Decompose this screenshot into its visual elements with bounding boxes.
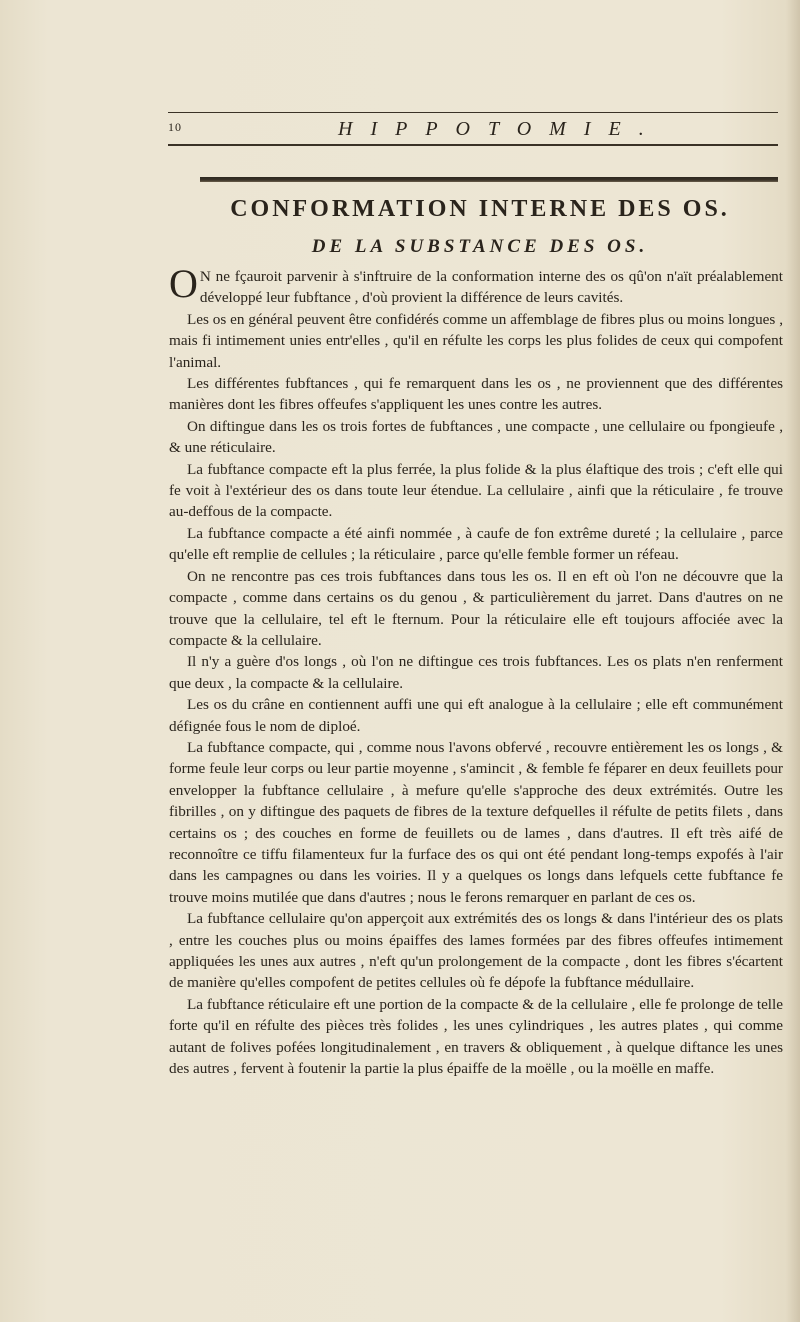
running-head: HIPPOTOMIE. xyxy=(338,118,662,140)
section-subtitle: DE LA SUBSTANCE DES OS. xyxy=(311,236,649,257)
page-header xyxy=(168,108,778,148)
paragraph: La fubftance cellulaire qu'on apperçoit aux extrémités des os longs & dans l'intérieur des os plats , entre les couches plus ou moins épaiffes des lames formées par des fibres offeufes intimement appliquées les unes aux autres , n'eft qu'un prolongement de la compacte , dont les fibres s'écartent de manière qu'elles compofent de petites cellules où fe dépofe la fubftance médullaire. xyxy=(169,910,783,992)
paragraph: Il n'y a guère d'os longs , où l'on ne diftingue ces trois fubftances. Les os plats n'en renferment que deux , la compacte & la cellulaire. xyxy=(169,653,783,692)
paragraph: La fubftance réticulaire eft une portion de la compacte & de la cellulaire , elle fe prolonge de telle forte qu'il en réfulte des pièces très folides , les unes cylindriques , les autres plates , qui comme autant de folives pofées longitudinalement , en travers & obliquement , à quelque diftance les unes des autres , fervent à foutenir la partie la plus épaiffe de la moëlle , ou la moëlle en maffe. xyxy=(169,995,783,1078)
header-rule-top xyxy=(168,112,778,113)
section-rule xyxy=(200,177,778,182)
paragraph: On diftingue dans les os trois fortes de fubftances , une compacte , une cellulaire ou fpongieufe , & une réticulaire. xyxy=(169,417,783,457)
paragraph xyxy=(169,261,783,309)
paragraph-text: N ne fçauroit parvenir à s'inftruire de la conformation interne des os qû'on n'aït préalablement développé leur fubftance , d'où provient la différence de leurs cavités. xyxy=(199,268,783,307)
chapter-title: CONFORMATION INTERNE DES OS. xyxy=(230,196,730,222)
paragraph: Les os du crâne en contiennent auffi une qui eft analogue à la cellulaire ; elle eft communément défignée fous le nom de diploé. xyxy=(169,696,783,735)
drop-cap: O xyxy=(169,261,198,306)
paragraph: La fubftance compacte, qui , comme nous l'avons obfervé , recouvre entièrement les os longs , & forme feule leur corps ou leur partie moyenne , s'amincit , & femble fe féparer en deux feuillets pour envelopper la fubftance cellulaire , à mefure qu'elle s'approche des deux extrémités. Outre les fibrilles , on y diftingue des paquets de fibres de la texture defquelles il réfulte de petits filets , dans certains os ; des couches en forme de feuillets ou de lames , dans d'autres. Il eft très aifé de reconnoître ce tiffu filamenteux fur la furface des os qui ont été pendant long-temps expofés à l'air dans les campagnes ou dans les voiries. Il y a quelques os longs dans lefquels cette fubftance fe trouve moins mutilée que dans d'autres ; nous le ferons remarquer en parlant de ces os. xyxy=(169,738,783,906)
paragraph: La fubftance compacte eft la plus ferrée, la plus folide & la plus élaftique des trois ; c'eft elle qui fe voit à l'extérieur des os dans toute leur étendue. La cellulaire , ainfi que la réticulaire , fe trouve au-deffous de la compacte. xyxy=(169,460,783,521)
paragraph: Les différentes fubftances , qui fe remarquent dans les os , ne proviennent que des différentes manières dont les fibres offeufes s'appliquent les unes contre les autres. xyxy=(169,375,783,414)
header-rule-bottom xyxy=(168,144,778,146)
paragraph: On ne rencontre pas ces trois fubftances dans tous les os. Il en eft où l'on ne découvre que la compacte , comme dans certains os du genou , & particulièrement du jarret. Dans d'autres on ne trouve que la cellulaire, tel eft le fternum. Pour la réticulaire elle eft toujours affociée avec la compacte & la cellulaire. xyxy=(169,567,783,649)
page-number: 10 xyxy=(168,120,182,134)
paragraph: Les os en général peuvent être confidérés comme un affemblage de fibres plus ou moins longues , mais fi intimement unies entr'elles , qu'il en réfulte les corps les plus folides de ceux qui compofent l'animal. xyxy=(169,310,783,371)
body-text xyxy=(169,261,783,1079)
paragraph: La fubftance compacte a été ainfi nommée , à caufe de fon extrême dureté ; la cellulaire , parce qu'elle eft remplie de cellules ; la réticulaire , parce qu'elle femble former un réfeau. xyxy=(169,524,783,564)
